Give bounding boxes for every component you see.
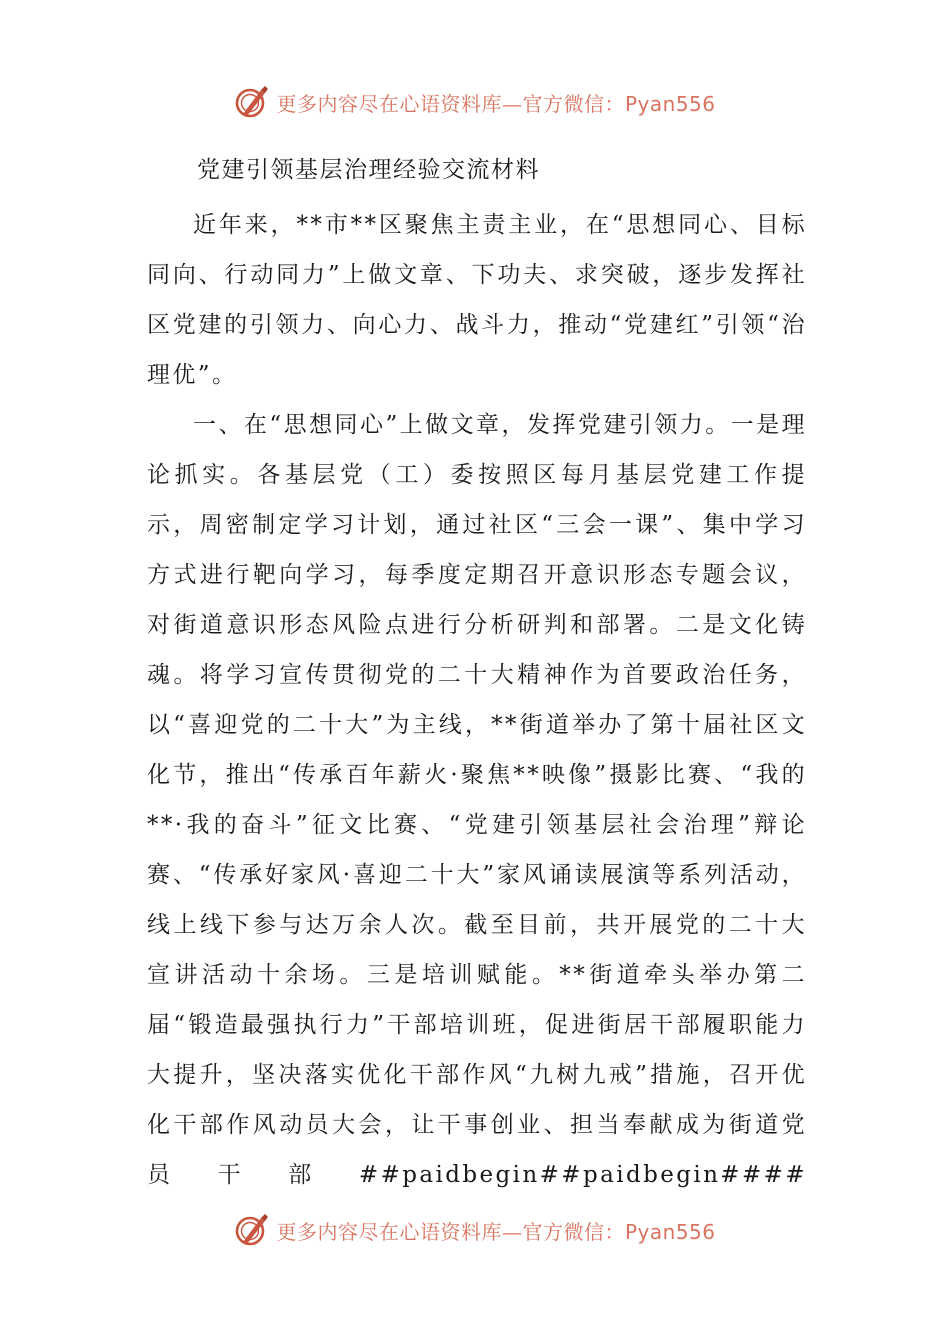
watermark-text: 更多内容尽在心语资料库—官方微信：Pyan556 — [276, 91, 716, 116]
pen-seal-icon — [234, 84, 270, 120]
document-title: 党建引领基层治理经验交流材料 — [197, 157, 540, 183]
watermark-banner-top — [0, 82, 950, 122]
document-body — [147, 150, 807, 1200]
paragraph-intro: 近年来，**市**区聚焦主责主业，在“思想同心、目标同向、行动同力”上做文章、下功夫、求突破，逐步发挥社区党建的引领力、向心力、战斗力，推动“党建红”引领“治理优”。 — [147, 212, 807, 388]
pen-seal-icon — [234, 1212, 270, 1248]
watermark-text: 更多内容尽在心语资料库—官方微信：Pyan556 — [276, 1219, 716, 1244]
paragraph-section-one: 一、在“思想同心”上做文章，发挥党建引领力。一是理论抓实。各基层党（工）委按照区每月基层党建工作提示，周密制定学习计划，通过社区“三会一课”、集中学习方式进行靶向学习，每季度定期召开意识形态专题会议，对街道意识形态风险点进行分析研判和部署。二是文化铸魂。将学习宣传贯彻党的二十大精神作为首要政治任务，以“喜迎党的二十大”为主线，**街道举办了第十届社区文化节，推出“传承百年薪火·聚焦**映像”摄影比赛、“我的**·我的奋斗”征文比赛、“党建引领基层社会治理”辩论赛、“传承好家风·喜迎二十大”家风诵读展演等系列活动，线上线下参与达万余人次。截至目前，共开展党的二十大宣讲活动十余场。三是培训赋能。**街道牵头举办第二届“锻造最强执行力”干部培训班，促进街居干部履职能力大提升，坚决落实优化干部作风“九树九戒”措施，召开优化干部作风动员大会，让干事创业、担当奉献成为街道党员干部##paidbegin##paidbegin#### — [147, 412, 807, 1188]
watermark-banner-bottom — [0, 1210, 950, 1250]
